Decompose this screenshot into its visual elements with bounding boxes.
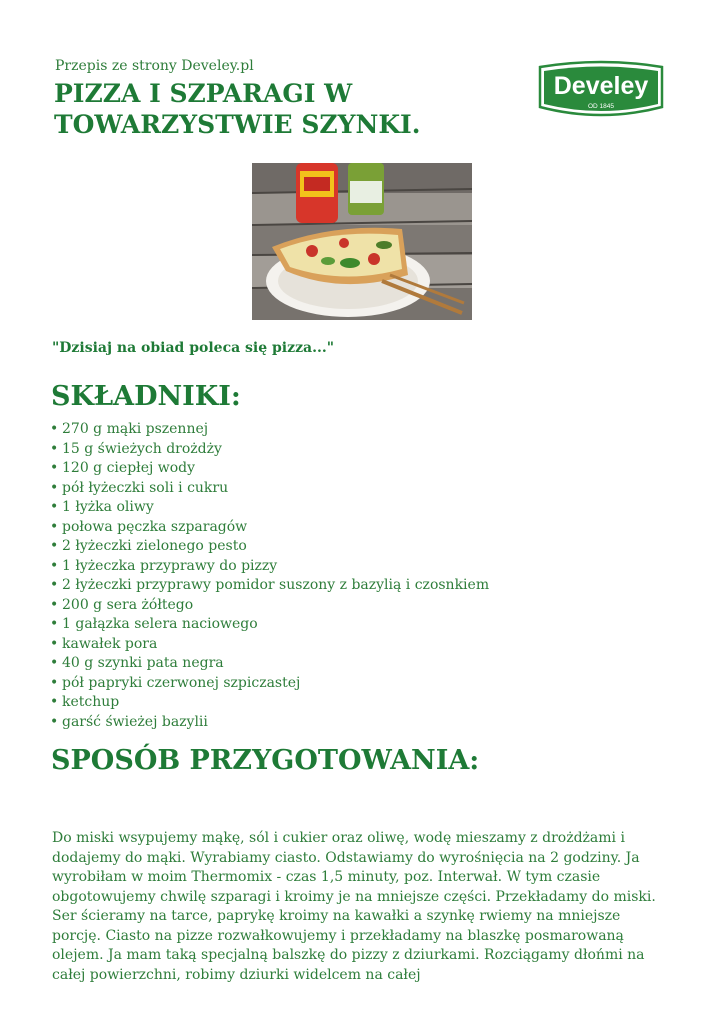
list-item: • pół łyżeczki soli i cukru (50, 479, 489, 499)
pizza-photo (252, 163, 472, 320)
method-heading: SPOSÓB PRZYGOTOWANIA: (51, 745, 480, 776)
list-item: • połowa pęczka szparagów (50, 518, 489, 538)
list-item: • 120 g ciepłej wody (50, 459, 489, 479)
list-item: • 2 łyżeczki przyprawy pomidor suszony z bazylią i czosnkiem (50, 576, 489, 596)
recipe-quote: "Dzisiaj na obiad poleca się pizza..." (52, 340, 335, 356)
svg-text:Develey: Develey (553, 72, 649, 100)
list-item: • 40 g szynki pata negra (50, 654, 489, 674)
recipe-title (54, 78, 494, 140)
ingredients-list (50, 420, 489, 732)
list-item: • 270 g mąki pszennej (50, 420, 489, 440)
list-item: • 1 łyżka oliwy (50, 498, 489, 518)
list-item: • garść świeżej bazylii (50, 713, 489, 733)
source-text: Przepis ze strony Develey.pl (55, 58, 254, 74)
list-item: • kawałek pora (50, 635, 489, 655)
list-item: • 200 g sera żółtego (50, 596, 489, 616)
develey-logo (534, 59, 668, 121)
list-item: • 1 łyżeczka przyprawy do pizzy (50, 557, 489, 577)
ingredients-heading: SKŁADNIKI: (51, 381, 241, 412)
title-line-2: TOWARZYSTWIE SZYNKI. (54, 110, 421, 139)
list-item: • 15 g świeżych drożdży (50, 440, 489, 460)
list-item: • 1 gałązka selera naciowego (50, 615, 489, 635)
svg-text:OD 1845: OD 1845 (587, 103, 615, 110)
list-item: • pół papryki czerwonej szpiczastej (50, 674, 489, 694)
list-item: • 2 łyżeczki zielonego pesto (50, 537, 489, 557)
title-line-1: PIZZA I SZPARAGI W (54, 79, 353, 108)
list-item: • ketchup (50, 693, 489, 713)
method-text: Do miski wsypujemy mąkę, sól i cukier oraz oliwę, wodę mieszamy z drożdżami i dodajemy do mąki. Wyrabiamy ciasto. Odstawiamy do wyrośnięcia na 2 godziny. Ja wyrobiłam w moim Thermomix - czas 1,5 minuty, poz. Interwał. W tym czasie obgotowujemy chwilę szparagi i kroimy je na mniejsze części. Przekładamy do miski. Ser ścieramy na tarce, paprykę kroimy na kawałki a szynkę rwiemy na mniejsze porcję. Ciasto na pizze rozwałkowujemy i przekładamy na blaszkę posmarowaną olejem. Ja mam taką specjalną balszkę do pizzy z dziurkami. Rozciągamy dłońmi na całej powierzchni, robimy dziurki widelcem na całej (52, 830, 656, 983)
